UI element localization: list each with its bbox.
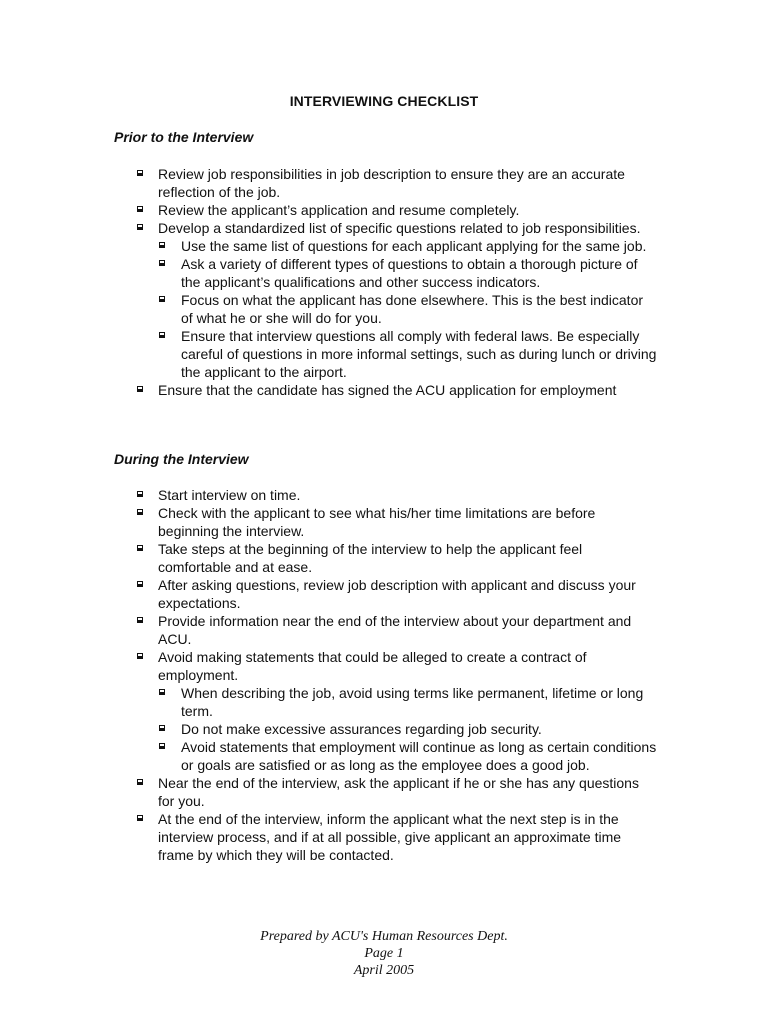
checkbox-bullet-icon bbox=[137, 206, 143, 212]
checklist-item bbox=[0, 219, 658, 237]
checkbox-bullet-icon bbox=[159, 260, 165, 266]
checklist-item bbox=[0, 381, 658, 399]
checkbox-bullet-icon bbox=[137, 545, 143, 551]
checklist-item bbox=[0, 201, 658, 219]
checkbox-bullet-icon bbox=[137, 779, 143, 785]
checkbox-bullet-icon bbox=[159, 689, 165, 695]
checklist-item-text: Develop a standardized list of specific questions related to job responsibilities. bbox=[158, 220, 641, 236]
footer-prepared-by: Prepared by ACU's Human Resources Dept. bbox=[260, 929, 508, 944]
checklist-item bbox=[0, 540, 658, 576]
checklist-item-text: Review job responsibilities in job description to ensure they are an accurate reflection of the job. bbox=[158, 166, 625, 200]
checklist-item-text: Ask a variety of different types of questions to obtain a thorough picture of the applicant’s qualifications and other success indicators. bbox=[181, 256, 638, 290]
checklist-item-text: Provide information near the end of the interview about your department and ACU. bbox=[158, 613, 632, 647]
checkbox-bullet-icon bbox=[137, 491, 143, 497]
checklist-subitem bbox=[0, 327, 658, 381]
checklist-during bbox=[0, 486, 768, 864]
checklist-subitem bbox=[0, 684, 658, 720]
checklist-item-text: At the end of the interview, inform the applicant what the next step is in the interview process, and if at all possible, give applicant an approximate time frame by which they will be contacted. bbox=[158, 811, 622, 863]
checklist-subitem bbox=[0, 738, 658, 774]
checkbox-bullet-icon bbox=[137, 386, 143, 392]
footer-page-number: Page 1 bbox=[364, 946, 404, 961]
checklist-item bbox=[0, 576, 658, 612]
checklist-item-text: Ensure that the candidate has signed the ACU application for employment bbox=[158, 382, 617, 398]
checklist-item-text: When describing the job, avoid using terms like permanent, lifetime or long term. bbox=[181, 685, 644, 719]
checkbox-bullet-icon bbox=[159, 743, 165, 749]
checklist-item-text: Focus on what the applicant has done elsewhere. This is the best indicator of what he or she will do for you. bbox=[181, 292, 644, 326]
checklist-item bbox=[0, 648, 658, 684]
checklist-item-text: Avoid making statements that could be alleged to create a contract of employment. bbox=[158, 649, 587, 683]
checklist-item bbox=[0, 504, 658, 540]
checklist-item-text: Do not make excessive assurances regarding job security. bbox=[181, 721, 542, 737]
checklist-item-text: Near the end of the interview, ask the applicant if he or she has any questions for you. bbox=[158, 775, 639, 809]
checklist-item bbox=[0, 486, 658, 504]
checklist-item-text: Start interview on time. bbox=[158, 487, 301, 503]
checklist-item-text: Check with the applicant to see what his/her time limitations are before beginning the interview. bbox=[158, 505, 596, 539]
checklist-item bbox=[0, 612, 658, 648]
checklist-subitem bbox=[0, 237, 658, 255]
checkbox-bullet-icon bbox=[137, 224, 143, 230]
checkbox-bullet-icon bbox=[137, 170, 143, 176]
checklist-item bbox=[0, 774, 658, 810]
checklist-subitem bbox=[0, 291, 658, 327]
section-heading-during: During the Interview bbox=[114, 451, 249, 467]
checklist-subitem bbox=[0, 255, 658, 291]
checkbox-bullet-icon bbox=[159, 296, 165, 302]
checkbox-bullet-icon bbox=[137, 815, 143, 821]
checkbox-bullet-icon bbox=[159, 242, 165, 248]
checklist-item bbox=[0, 810, 658, 864]
checklist-item-text: Use the same list of questions for each applicant applying for the same job. bbox=[181, 238, 647, 254]
checklist-item-text: Take steps at the beginning of the interview to help the applicant feel comfortable and at ease. bbox=[158, 541, 583, 575]
checkbox-bullet-icon bbox=[137, 617, 143, 623]
section-heading-prior: Prior to the Interview bbox=[114, 129, 254, 145]
checkbox-bullet-icon bbox=[137, 653, 143, 659]
page-footer bbox=[0, 928, 768, 979]
checklist-item bbox=[0, 165, 658, 201]
document-title: INTERVIEWING CHECKLIST bbox=[289, 93, 479, 109]
checkbox-bullet-icon bbox=[137, 509, 143, 515]
checklist-item-text: Avoid statements that employment will continue as long as certain conditions or goals are satisfied or as long as the employee does a good job. bbox=[181, 739, 657, 773]
checkbox-bullet-icon bbox=[137, 581, 143, 587]
footer-date: April 2005 bbox=[353, 963, 415, 978]
checkbox-bullet-icon bbox=[159, 725, 165, 731]
checklist-item-text: Review the applicant’s application and resume completely. bbox=[158, 202, 520, 218]
checklist-item-text: After asking questions, review job description with applicant and discuss your expectations. bbox=[158, 577, 636, 611]
checklist-subitem bbox=[0, 720, 658, 738]
checkbox-bullet-icon bbox=[159, 332, 165, 338]
checklist-item-text: Ensure that interview questions all comply with federal laws. Be especially careful of questions in more informal settings, such as during lunch or driving the applicant to the airport. bbox=[181, 328, 657, 380]
checklist-prior bbox=[0, 165, 768, 399]
